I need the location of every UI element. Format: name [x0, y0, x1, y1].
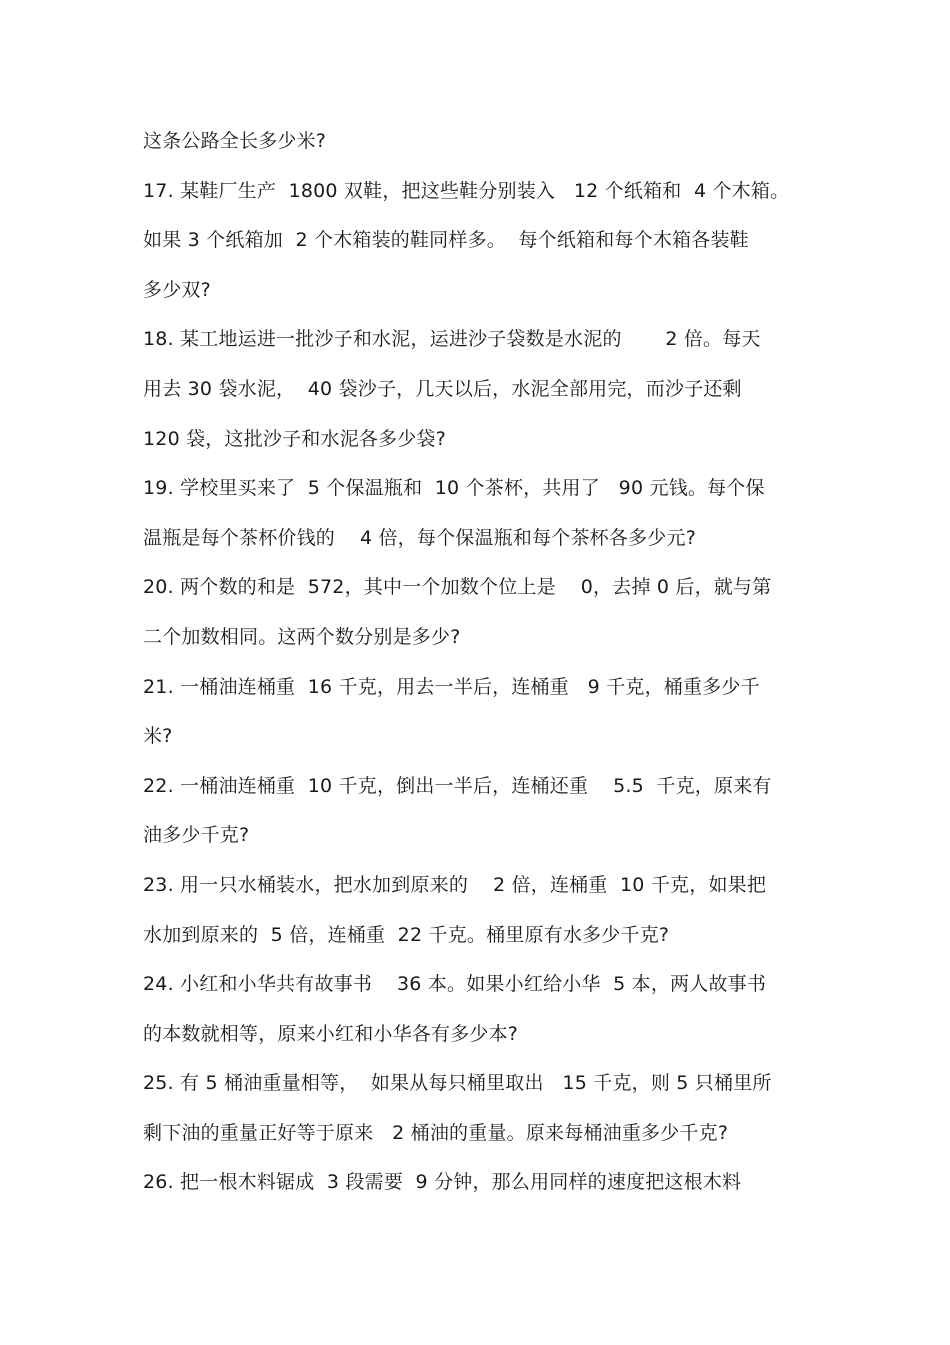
text-line: 米?: [143, 725, 173, 748]
text-line: 的本数就相等，原来小红和小华各有多少本?: [143, 1022, 519, 1045]
text-line: 温瓶是每个茶杯价钱的 4 倍，每个保温瓶和每个茶杯各多少元?: [143, 526, 696, 549]
text-line: 多少双?: [143, 278, 211, 301]
text-line: 26. 把一根木料锯成 3 段需要 9 分钟，那么用同样的速度把这根木料: [143, 1171, 742, 1194]
text-line: 这条公路全长多少米?: [143, 130, 327, 152]
text-line: 如果 3 个纸箱加 2 个木箱装的鞋同样多。 每个纸箱和每个木箱各装鞋: [143, 229, 749, 252]
problem-text: [143, 121, 808, 1212]
text-line: 21. 一桶油连桶重 16 千克，用去一半后，连桶重 9 千克，桶重多少千: [143, 675, 760, 698]
text-line: 17. 某鞋厂生产 1800 双鞋，把这些鞋分别装入 12 个纸箱和 4 个木箱。: [143, 179, 790, 202]
text-line: 水加到原来的 5 倍，连桶重 22 千克。桶里原有水多少千克?: [143, 923, 670, 946]
text-line: 24. 小红和小华共有故事书 36 本。如果小红给小华 5 本，两人故事书: [143, 973, 767, 996]
text-line: 用去 30 袋水泥， 40 袋沙子，几天以后，水泥全部用完，而沙子还剩: [143, 377, 742, 400]
text-line: 23. 用一只水桶装水，把水加到原来的 2 倍，连桶重 10 千克，如果把: [143, 873, 767, 896]
text-line: 20. 两个数的和是 572，其中一个加数个位上是 0，去掉 0 后，就与第: [143, 576, 772, 599]
text-line: 二个加数相同。这两个数分别是多少?: [143, 625, 461, 648]
text-line: 120 袋，这批沙子和水泥各多少袋?: [143, 427, 446, 450]
text-line: 22. 一桶油连桶重 10 千克，倒出一半后，连桶还重 5.5 千克，原来有: [143, 774, 772, 797]
text-line: 18. 某工地运进一批沙子和水泥，运进沙子袋数是水泥的 2 倍。每天: [143, 328, 761, 351]
text-line: 油多少千克?: [143, 824, 250, 847]
text-line: 剩下油的重量正好等于原来 2 桶油的重量。原来每桶油重多少千克?: [143, 1121, 729, 1144]
text-line: 25. 有 5 桶油重量相等， 如果从每只桶里取出 15 千克，则 5 只桶里所: [143, 1072, 772, 1095]
text-line: 19. 学校里买来了 5 个保温瓶和 10 个茶杯，共用了 90 元钱。每个保: [143, 477, 765, 500]
